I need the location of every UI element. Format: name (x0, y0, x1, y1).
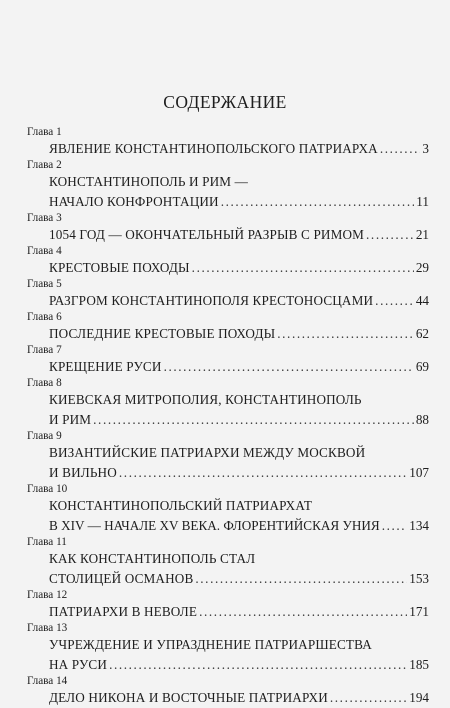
chapter-title-text: В XIV — НАЧАЛЕ XV ВЕКА. ФЛОРЕНТИЙСКАЯ УНИЯ (49, 518, 380, 533)
toc-entry-2[interactable] (27, 159, 429, 212)
chapter-title-text: И РИМ (49, 412, 92, 427)
toc-entry-9[interactable] (27, 430, 429, 483)
chapter-label: Глава 6 (27, 311, 62, 323)
dot-leader (330, 688, 407, 708)
page-number: 62 (415, 326, 429, 341)
chapter-title-text: ЯВЛЕНИЕ КОНСТАНТИНОПОЛЬСКОГО ПАТРИАРХА (49, 141, 378, 156)
chapter-label: Глава 9 (27, 430, 62, 442)
title-line (49, 172, 429, 192)
chapter-label: Глава 10 (27, 483, 68, 495)
dot-leader (380, 139, 421, 159)
toc-entry-10[interactable] (27, 483, 429, 536)
chapter-label: Глава 11 (27, 536, 67, 548)
dot-leader (192, 258, 414, 278)
chapter-title (27, 172, 429, 212)
dot-leader (119, 463, 407, 483)
toc-entry-6[interactable] (27, 311, 429, 344)
dot-leader (366, 225, 414, 245)
title-line (49, 549, 429, 569)
title-line-with-page (49, 655, 429, 675)
chapter-label: Глава 14 (27, 675, 68, 687)
chapter-title-text: И ВИЛЬНО (49, 465, 117, 480)
dot-leader (93, 410, 414, 430)
chapter-title-text: ДЕЛО НИКОНА И ВОСТОЧНЫЕ ПАТРИАРХИ (49, 690, 328, 705)
title-line-with-page (49, 258, 429, 278)
toc-entry-12[interactable] (27, 589, 429, 622)
toc-entry-5[interactable] (27, 278, 429, 311)
chapter-title-text: ПАТРИАРХИ В НЕВОЛЕ (49, 604, 198, 619)
chapter-title-text: УЧРЕЖДЕНИЕ И УПРАЗДНЕНИЕ ПАТРИАРШЕСТВА (49, 637, 372, 652)
dot-leader (164, 357, 414, 377)
chapter-label: Глава 5 (27, 278, 62, 290)
title-line-with-page (49, 192, 429, 212)
title-line-with-page (49, 139, 429, 159)
dot-leader (199, 602, 407, 622)
title-line-with-page (49, 225, 429, 245)
chapter-title-text: КОНСТАНТИНОПОЛЬ И РИМ — (49, 174, 248, 189)
chapter-label: Глава 2 (27, 159, 62, 171)
title-line-with-page (49, 688, 429, 708)
chapter-label: Глава 3 (27, 212, 62, 224)
chapter-title (27, 258, 429, 278)
chapter-title (27, 357, 429, 377)
chapter-title-text: 1054 ГОД — ОКОНЧАТЕЛЬНЫЙ РАЗРЫВ С РИМОМ (49, 227, 365, 242)
toc-entry-3[interactable] (27, 212, 429, 245)
title-line-with-page (49, 291, 429, 311)
chapter-title-text: НАЧАЛО КОНФРОНТАЦИИ (49, 194, 219, 209)
title-line (49, 635, 429, 655)
page-number: 29 (415, 260, 429, 275)
chapter-title-text: КРЕСТОВЫЕ ПОХОДЫ (49, 260, 190, 275)
title-line-with-page (49, 602, 429, 622)
page-number: 88 (415, 412, 429, 427)
page-number: 171 (409, 604, 429, 619)
chapter-title-text: ВИЗАНТИЙСКИЕ ПАТРИАРХИ МЕЖДУ МОСКВОЙ (49, 445, 366, 460)
dot-leader (195, 569, 407, 589)
page-title: СОДЕРЖАНИЕ (163, 92, 287, 112)
page-number: 134 (409, 518, 429, 533)
chapter-title-text: НА РУСИ (49, 657, 108, 672)
chapter-title-text: КОНСТАНТИНОПОЛЬСКИЙ ПАТРИАРХАТ (49, 498, 313, 513)
title-line-with-page (49, 516, 429, 536)
title-line-with-page (49, 357, 429, 377)
toc-entry-11[interactable] (27, 536, 429, 589)
toc-entry-14[interactable] (27, 675, 429, 708)
chapter-title-text: КИЕВСКАЯ МИТРОПОЛИЯ, КОНСТАНТИНОПОЛЬ (49, 392, 362, 407)
chapter-title-text: СТОЛИЦЕЙ ОСМАНОВ (49, 571, 194, 586)
page-number: 107 (409, 465, 429, 480)
chapter-title (27, 688, 429, 708)
chapter-title (27, 602, 429, 622)
toc-entry-7[interactable] (27, 344, 429, 377)
dot-leader (382, 516, 408, 536)
title-line (49, 443, 429, 463)
title-line (49, 390, 429, 410)
dot-leader (221, 192, 415, 212)
chapter-title-text: ПОСЛЕДНИЕ КРЕСТОВЫЕ ПОХОДЫ (49, 326, 276, 341)
chapter-title-text: РАЗГРОМ КОНСТАНТИНОПОЛЯ КРЕСТОНОСЦАМИ (49, 293, 374, 308)
chapter-title-text: КАК КОНСТАНТИНОПОЛЬ СТАЛ (49, 551, 256, 566)
chapter-title (27, 291, 429, 311)
dot-leader (109, 655, 407, 675)
toc-entry-4[interactable] (27, 245, 429, 278)
chapter-label: Глава 4 (27, 245, 62, 257)
page-number: 69 (415, 359, 429, 374)
page-number: 44 (415, 293, 429, 308)
chapter-title (27, 139, 429, 159)
dot-leader (375, 291, 414, 311)
title-line-with-page (49, 324, 429, 344)
chapter-title (27, 496, 429, 536)
chapter-title (27, 635, 429, 675)
chapter-title (27, 390, 429, 430)
page-number: 3 (422, 141, 429, 156)
chapter-title (27, 549, 429, 589)
toc-entry-1[interactable] (27, 126, 429, 159)
page-number: 185 (409, 657, 429, 672)
page-number: 11 (416, 194, 429, 209)
chapter-title-text: КРЕЩЕНИЕ РУСИ (49, 359, 162, 374)
chapter-label: Глава 13 (27, 622, 68, 634)
table-of-contents (27, 126, 429, 708)
chapter-title (27, 225, 429, 245)
chapter-title (27, 443, 429, 483)
toc-entry-13[interactable] (27, 622, 429, 675)
title-line-with-page (49, 463, 429, 483)
chapter-label: Глава 1 (27, 126, 62, 138)
dot-leader (277, 324, 414, 344)
chapter-label: Глава 8 (27, 377, 62, 389)
chapter-label: Глава 7 (27, 344, 62, 356)
page-number: 194 (409, 690, 429, 705)
chapter-label: Глава 12 (27, 589, 68, 601)
page-number: 21 (415, 227, 429, 242)
page-number: 153 (409, 571, 429, 586)
chapter-title (27, 324, 429, 344)
title-line (49, 496, 429, 516)
title-line-with-page (49, 569, 429, 589)
title-line-with-page (49, 410, 429, 430)
toc-entry-8[interactable] (27, 377, 429, 430)
